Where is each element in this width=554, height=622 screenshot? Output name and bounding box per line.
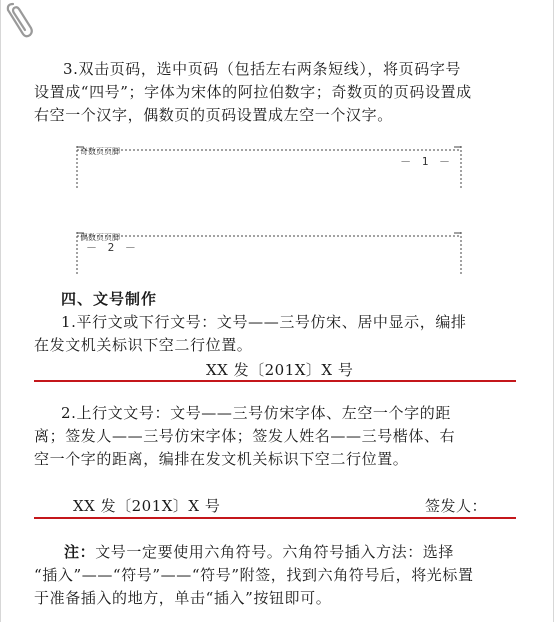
item2-red-separator bbox=[34, 517, 516, 519]
item1-line-1: 1.平行文或下行文号：文号——三号仿宋、居中显示，编排 bbox=[61, 313, 467, 331]
item2-doc-number: XX 发〔201X〕X 号 bbox=[73, 497, 221, 515]
item1-line-2: 在发文机关标识下空二行位置。 bbox=[34, 336, 253, 354]
note-line-3: 于准备插入的地方，单击“插入”按钮即可。 bbox=[34, 589, 332, 607]
even-footer-illustration bbox=[76, 232, 466, 272]
note-line-1 bbox=[1, 541, 553, 564]
item1-red-separator bbox=[34, 380, 516, 382]
section3-paragraph bbox=[1, 58, 553, 127]
item2-signer-label: 签发人： bbox=[425, 497, 488, 515]
section3-line-3: 右空一个汉字，偶数页的页码设置成左空一个汉字。 bbox=[34, 106, 393, 124]
item2-paragraph bbox=[1, 402, 553, 471]
note-prefix: 注： bbox=[64, 543, 96, 561]
note-line-2: “插入”——“符号”——“符号”附签，找到六角符号后，将光标置 bbox=[34, 566, 474, 584]
section-heading: 四、文号制作 bbox=[61, 290, 158, 308]
item2-line-2: 离；签发人——三号仿宋字体；签发人姓名——三号楷体、右 bbox=[34, 427, 456, 445]
note-paragraph bbox=[1, 541, 553, 610]
item2-line-1: 2.上行文文号：文号——三号仿宋字体、左空一个字的距 bbox=[61, 404, 451, 422]
paperclip-icon bbox=[3, 0, 45, 40]
section3-line-1: 3.双击页码，选中页码（包括左右两条短线），将页码字号 bbox=[63, 60, 462, 78]
section3-line-2: 设置成“四号”；字体为宋体的阿拉伯数字；奇数页的页码设置成 bbox=[34, 83, 472, 101]
even-footer-label: 偶数页页脚 bbox=[80, 233, 120, 242]
item1-paragraph bbox=[1, 311, 553, 357]
odd-footer-illustration bbox=[76, 146, 466, 186]
even-page-number: － 2 － bbox=[86, 241, 138, 254]
item2-line-3: 空一个字的距离，编排在发文机关标识下空二行位置。 bbox=[34, 450, 409, 468]
odd-footer-label: 奇数页页脚 bbox=[80, 147, 120, 156]
odd-page-number: － 1 － bbox=[400, 155, 452, 168]
item1-doc-number: XX 发〔201X〕X 号 bbox=[206, 361, 354, 379]
note-line-1-text: 文号一定要使用六角符号。六角符号插入方法：选择 bbox=[95, 543, 455, 561]
